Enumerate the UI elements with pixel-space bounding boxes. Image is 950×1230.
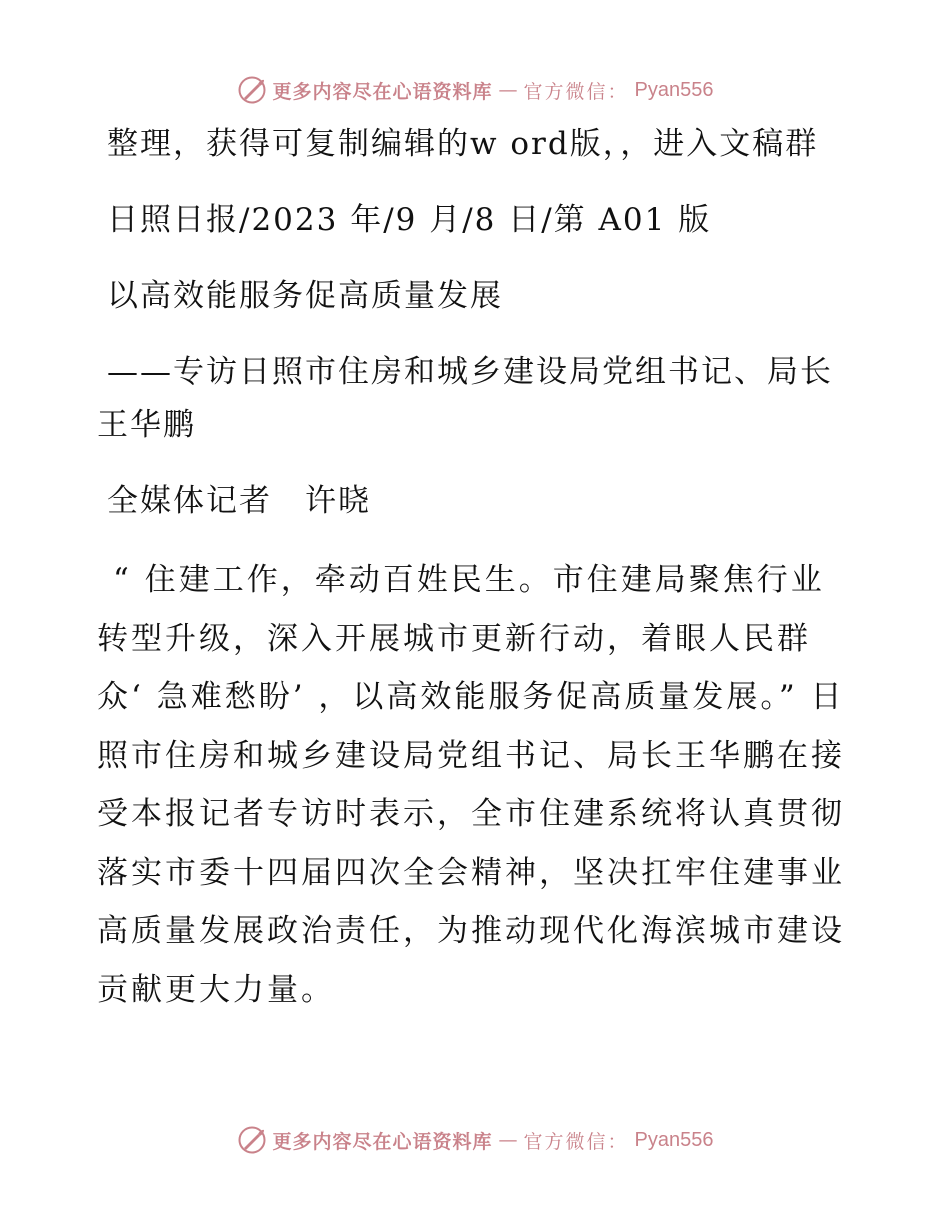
watermark-wechat-label: 官方微信： (523, 1130, 629, 1153)
document-body (97, 118, 857, 1042)
quill-pen-logo-icon (237, 1125, 267, 1155)
watermark-separator: — (498, 79, 518, 101)
header-watermark-banner (0, 70, 950, 110)
watermark-wechat-label: 官方微信： (523, 80, 629, 103)
watermark-wechat-id: Pyan556 (634, 78, 714, 101)
footer-watermark-banner (0, 1120, 950, 1160)
intro-paragraph: 整理，获得可复制编辑的w ord版，，进入文稿群 (107, 126, 819, 162)
source-line: 日照日报/2023 年/9 月/8 日/第 A01 版 (107, 202, 712, 238)
quill-pen-logo-icon (237, 75, 267, 105)
watermark-separator: — (498, 1129, 518, 1151)
watermark-site-text: 更多内容尽在心语资料库 (272, 1130, 493, 1153)
body-paragraph: “ 住建工作，牵动百姓民生。市住建局聚焦行业转型升级，深入开展城市更新行动，着眼人民群众‘ 急难愁盼’ ，以高效能服务促高质量发展。” 日照市住房和城乡建设局党组书记、局长王华鹏在接受本报记者专访时表示，全市住建系统将认真贯彻落实市委十四届四次全会精神，坚决扛牢住建事业高质量发展政治责任，为推动现代化海滨城市建设贡献更大力量。 (97, 562, 845, 1008)
byline: 全媒体记者 许晓 (107, 483, 371, 519)
watermark-site-text: 更多内容尽在心语资料库 (272, 80, 493, 103)
headline: 以高效能服务促高质量发展 (107, 278, 503, 314)
watermark-wechat-id: Pyan556 (634, 1128, 714, 1151)
subheadline: ——专访日照市住房和城乡建设局党组书记、局长王华鹏 (97, 354, 833, 443)
